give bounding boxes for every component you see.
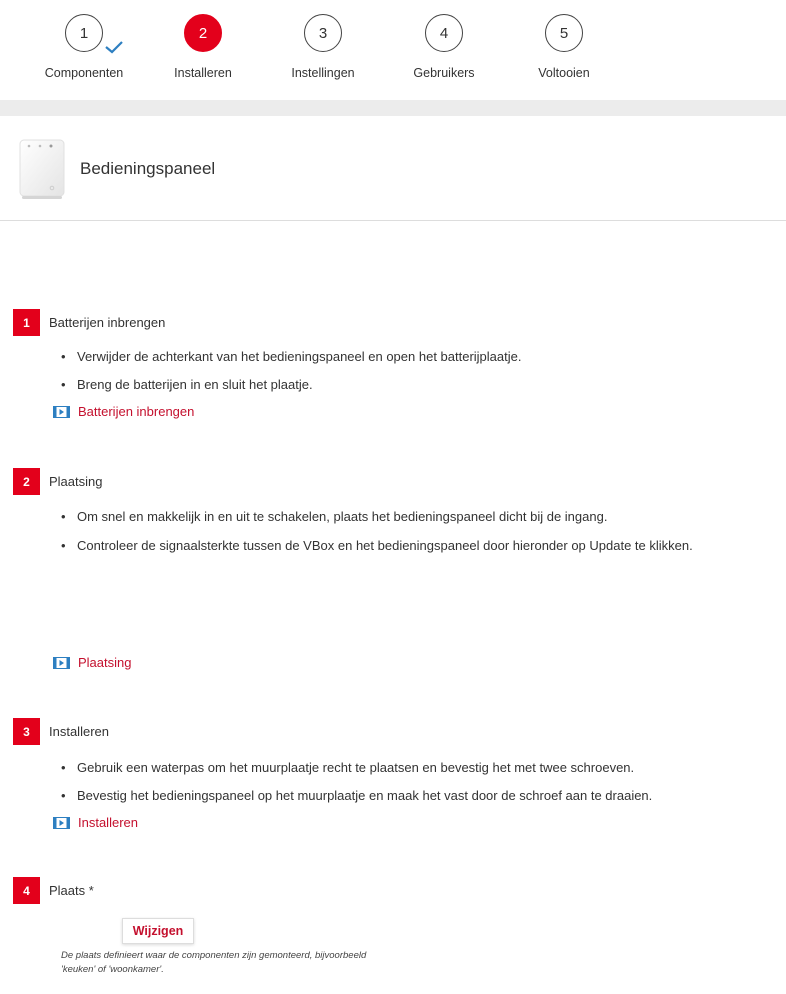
step-label: Voltooien — [538, 66, 590, 80]
video-link-label: Batterijen inbrengen — [78, 404, 195, 419]
step-label: Instellingen — [291, 66, 355, 80]
list-item: • Om snel en makkelijk in en uit te schakelen, plaats het bedieningspaneel dicht bij de ingang. — [63, 509, 607, 524]
step-circle: 2 — [184, 14, 222, 52]
video-link-installeren[interactable] — [53, 815, 138, 830]
step-number-badge: 1 — [13, 309, 40, 336]
step-gebruikers[interactable] — [389, 14, 499, 80]
video-icon — [53, 817, 70, 829]
step-circle: 3 — [304, 14, 342, 52]
step-installeren[interactable] — [148, 14, 258, 80]
step-label: Installeren — [174, 66, 232, 80]
checkmark-icon — [104, 40, 124, 54]
device-title: Bedieningspaneel — [80, 159, 216, 178]
video-link-batterijen[interactable] — [53, 404, 194, 419]
list-item: • Gebruik een waterpas om het muurplaatje recht te plaatsen en bevestig het met twee schroeven. — [63, 760, 634, 775]
step-label: Componenten — [44, 66, 124, 80]
separator-band — [0, 100, 786, 116]
control-panel-device-icon — [18, 138, 66, 200]
location-hint — [61, 949, 461, 977]
section-title: Installeren — [49, 724, 109, 739]
wizard-stepper — [0, 0, 786, 100]
video-icon — [53, 406, 70, 418]
hint-line: De plaats definieert waar de componenten zijn gemonteerd, bijvoorbeeld — [61, 950, 367, 961]
list-item: • Verwijder de achterkant van het bedieningspaneel en open het batterijplaatje. — [63, 349, 521, 364]
list-item: • Bevestig het bedieningspaneel op het muurplaatje en maak het vast door de schroef aan te draaien. — [63, 788, 652, 803]
video-icon — [53, 657, 70, 669]
list-item: • Controleer de signaalsterkte tussen de VBox en het bedieningspaneel door hieronder op Update te klikken. — [63, 538, 693, 553]
step-circle: 5 — [545, 14, 583, 52]
step-circle: 1 — [65, 14, 103, 52]
step-instellingen[interactable] — [268, 14, 378, 80]
video-link-label: Plaatsing — [78, 655, 132, 670]
step-number-badge: 3 — [13, 718, 40, 745]
video-link-plaatsing[interactable] — [53, 655, 131, 670]
section-title: Plaats * — [49, 883, 94, 898]
device-header — [0, 116, 786, 221]
section-title: Batterijen inbrengen — [49, 315, 166, 330]
step-number-badge: 4 — [13, 877, 40, 904]
step-circle: 4 — [425, 14, 463, 52]
hint-line: 'keuken' of 'woonkamer'. — [61, 964, 164, 975]
wijzigen-button[interactable]: Wijzigen — [122, 918, 194, 944]
section-title: Plaatsing — [49, 474, 103, 489]
step-label: Gebruikers — [413, 66, 475, 80]
video-link-label: Installeren — [78, 815, 138, 830]
step-voltooien[interactable] — [509, 14, 619, 80]
list-item: • Breng de batterijen in en sluit het plaatje. — [63, 377, 313, 392]
step-number-badge: 2 — [13, 468, 40, 495]
